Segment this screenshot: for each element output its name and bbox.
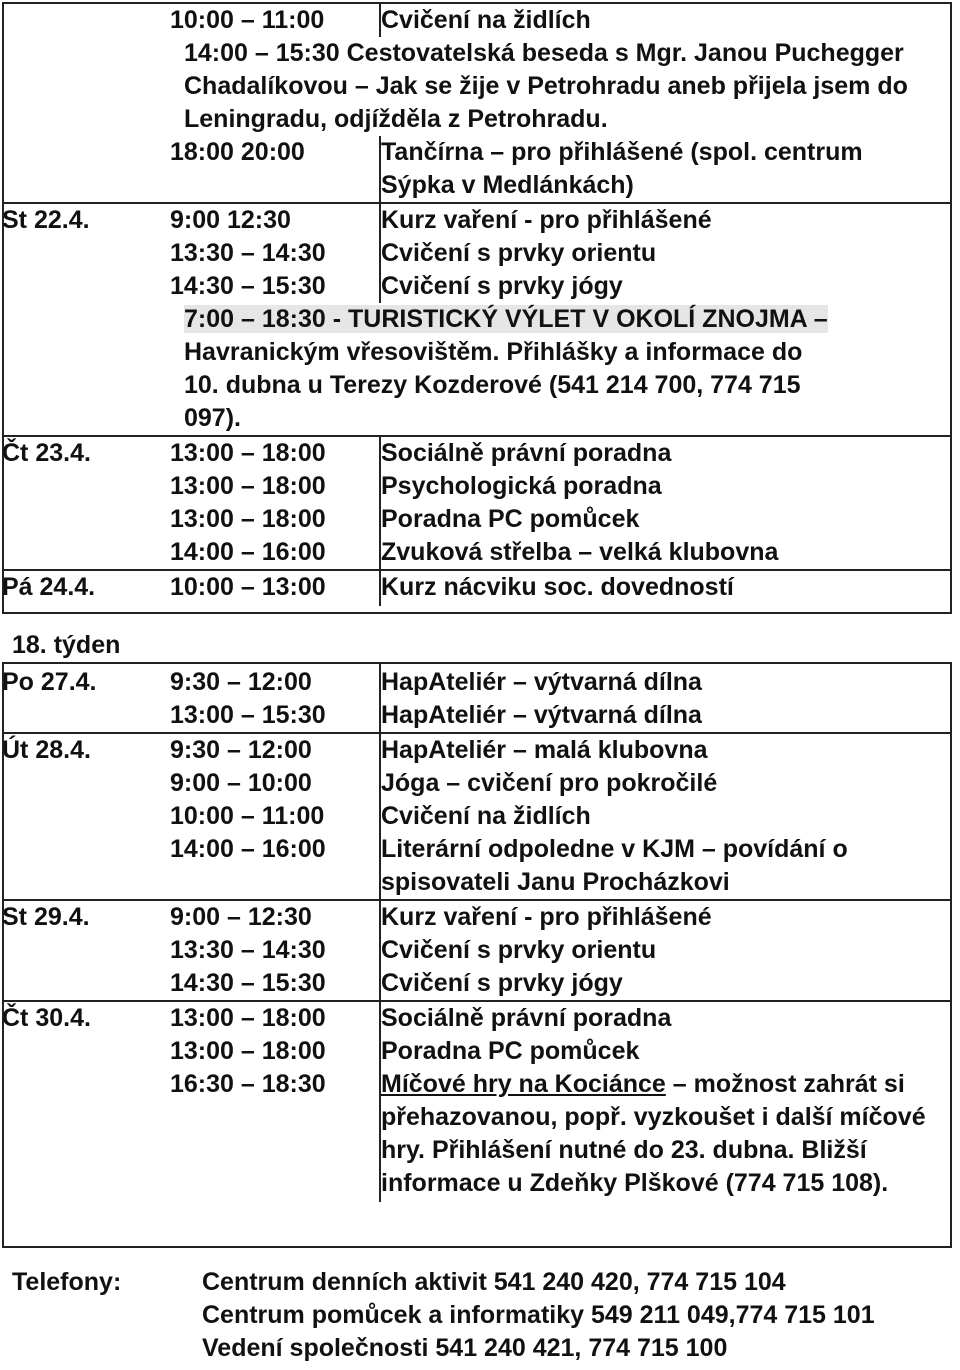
time-cell: 10:00 – 11:00 xyxy=(170,2,380,37)
desc-cell: Kurz nácviku soc. dovedností xyxy=(380,570,952,606)
day-cell xyxy=(2,934,170,967)
table-row xyxy=(2,436,952,470)
time-cell: 18:00 20:00 xyxy=(170,136,380,203)
table-row xyxy=(2,800,952,833)
phone-line: Centrum denních aktivit 541 240 420, 774 715 104 xyxy=(202,1268,786,1296)
event-description: Tančírna – pro přihlášené (spol. centrum Sýpka v Medlánkách) xyxy=(381,138,863,199)
schedule-table-1 xyxy=(2,2,952,606)
day-cell xyxy=(2,470,170,503)
day-cell: St 22.4. xyxy=(2,203,170,237)
phones-label: Telefony: xyxy=(12,1268,122,1296)
time-cell: 13:30 – 14:30 xyxy=(170,237,380,270)
day-cell xyxy=(2,699,170,733)
desc-cell: Jóga – cvičení pro pokročilé xyxy=(381,769,718,797)
table-row xyxy=(2,934,952,967)
time-cell: 9:00 – 12:30 xyxy=(170,900,380,934)
table-row xyxy=(2,2,952,37)
table-row xyxy=(2,136,952,203)
table-row xyxy=(2,503,952,536)
table-row xyxy=(2,303,952,436)
time-cell: 14:00 – 16:00 xyxy=(170,536,380,570)
day-cell xyxy=(2,833,170,900)
time-cell: 13:00 – 18:00 xyxy=(170,1035,380,1068)
day-cell xyxy=(2,2,170,37)
desc-cell: HapAteliér – výtvarná dílna xyxy=(381,668,702,696)
day-cell: Út 28.4. xyxy=(2,733,170,767)
time-cell: 14:30 – 15:30 xyxy=(170,967,380,1001)
day-cell xyxy=(2,237,170,270)
day-cell xyxy=(2,37,170,136)
day-cell xyxy=(2,536,170,570)
day-cell: Čt 30.4. xyxy=(2,1001,170,1035)
desc-cell: Kurz vaření - pro přihlášené xyxy=(380,900,952,934)
trip-headline xyxy=(184,303,952,336)
desc-cell xyxy=(380,1068,952,1202)
desc-cell: Psychologická poradna xyxy=(381,472,662,500)
phone-line: Vedení společnosti 541 240 421, 774 715 100 xyxy=(202,1334,728,1362)
table-row xyxy=(2,733,952,767)
table-row xyxy=(2,1068,952,1202)
event-description: – možnost zahrát si přehazovanou, popř. vyzkoušet i další míčové hry. Přihlášení nutné do 23. dubna. Bližší informace u Zdeňky Plškové (774 715 108). xyxy=(381,1070,926,1197)
day-cell xyxy=(2,503,170,536)
desc-cell: HapAteliér – malá klubovna xyxy=(380,733,952,767)
time-cell: 14:30 – 15:30 xyxy=(170,270,380,303)
day-cell: Čt 23.4. xyxy=(2,436,170,470)
table-row xyxy=(2,767,952,800)
day-cell xyxy=(2,270,170,303)
table-row xyxy=(2,203,952,237)
event-description: Literární odpoledne v KJM – povídání o spisovateli Janu Procházkovi xyxy=(381,835,848,896)
time-cell: 14:00 – 16:00 xyxy=(170,833,380,900)
table-row xyxy=(2,833,952,900)
table-row xyxy=(2,536,952,570)
day-cell xyxy=(2,1035,170,1068)
desc-cell: Cvičení s prvky jógy xyxy=(381,272,623,300)
desc-cell xyxy=(380,833,952,900)
desc-cell: Kurz vaření - pro přihlášené xyxy=(380,203,952,237)
time-cell: 10:00 – 11:00 xyxy=(170,800,380,833)
desc-cell: Sociálně právní poradna xyxy=(380,1001,952,1035)
schedule-table-2 xyxy=(2,664,952,1202)
time-cell: 13:00 – 18:00 xyxy=(170,503,380,536)
time-cell: 13:00 – 18:00 xyxy=(170,470,380,503)
day-cell xyxy=(2,303,170,436)
desc-cell: Poradna PC pomůcek xyxy=(381,1037,640,1065)
desc-cell: Cvičení na židlích xyxy=(381,6,591,34)
time-cell: 16:30 – 18:30 xyxy=(170,1068,380,1202)
time-cell: 9:00 – 10:00 xyxy=(170,767,380,800)
desc-cell: Sociálně právní poradna xyxy=(380,436,952,470)
time-cell: 9:00 12:30 xyxy=(170,203,380,237)
event-description: Havranickým vřesovištěm. Přihlášky a informace do 10. dubna u Terezy Kozderové (541 214 700, 774 715 097). xyxy=(184,338,803,432)
desc-cell: HapAteliér – výtvarná dílna xyxy=(381,701,702,729)
time-cell: 13:30 – 14:30 xyxy=(170,934,380,967)
phone-line: Centrum pomůcek a informatiky 549 211 049,774 715 101 xyxy=(202,1301,875,1329)
day-cell xyxy=(2,767,170,800)
time-cell: 10:00 – 13:00 xyxy=(170,570,380,606)
table-row xyxy=(2,664,952,699)
time-cell: 9:30 – 12:00 xyxy=(170,733,380,767)
desc-cell: Poradna PC pomůcek xyxy=(381,505,640,533)
desc-cell: Zvuková střelba – velká klubovna xyxy=(381,538,779,566)
table-row xyxy=(2,237,952,270)
day-cell xyxy=(2,800,170,833)
desc-cell xyxy=(170,303,952,436)
day-cell xyxy=(2,967,170,1001)
underlined-text: Míčové hry na Kociánce xyxy=(381,1070,666,1098)
desc-cell: Cvičení na židlích xyxy=(381,802,591,830)
table-row xyxy=(2,570,952,606)
table-row xyxy=(2,37,952,136)
table-row xyxy=(2,470,952,503)
time-cell: 13:00 – 18:00 xyxy=(170,436,380,470)
time-cell: 9:30 – 12:00 xyxy=(170,664,380,699)
desc-cell xyxy=(170,37,952,136)
desc-cell: Cvičení s prvky jógy xyxy=(381,969,623,997)
day-cell: Po 27.4. xyxy=(2,668,97,696)
time-cell: 13:00 – 15:30 xyxy=(170,699,380,733)
event-description: 14:00 – 15:30 Cestovatelská beseda s Mgr. Janou Puchegger Chadalíkovou – Jak se žije v Petrohradu aneb přijela jsem do Leningradu, odjížděla z Petrohradu. xyxy=(184,39,908,133)
day-cell: Pá 24.4. xyxy=(2,570,170,606)
time-cell: 13:00 – 18:00 xyxy=(170,1001,380,1035)
table-row xyxy=(2,900,952,934)
day-cell: St 29.4. xyxy=(2,900,170,934)
day-cell xyxy=(2,1068,170,1202)
desc-cell: Cvičení s prvky orientu xyxy=(381,239,657,267)
table-row xyxy=(2,1001,952,1035)
highlighted-text: 7:00 – 18:30 - TURISTICKÝ VÝLET V OKOLÍ ZNOJMA – xyxy=(184,305,828,333)
desc-cell xyxy=(380,136,952,203)
table-row xyxy=(2,270,952,303)
table-row xyxy=(2,1035,952,1068)
table-row xyxy=(2,967,952,1001)
table-row xyxy=(2,699,952,733)
desc-cell: Cvičení s prvky orientu xyxy=(381,936,657,964)
day-cell xyxy=(2,136,170,203)
phones-lines xyxy=(202,1266,875,1365)
week-heading: 18. týden xyxy=(12,631,121,659)
